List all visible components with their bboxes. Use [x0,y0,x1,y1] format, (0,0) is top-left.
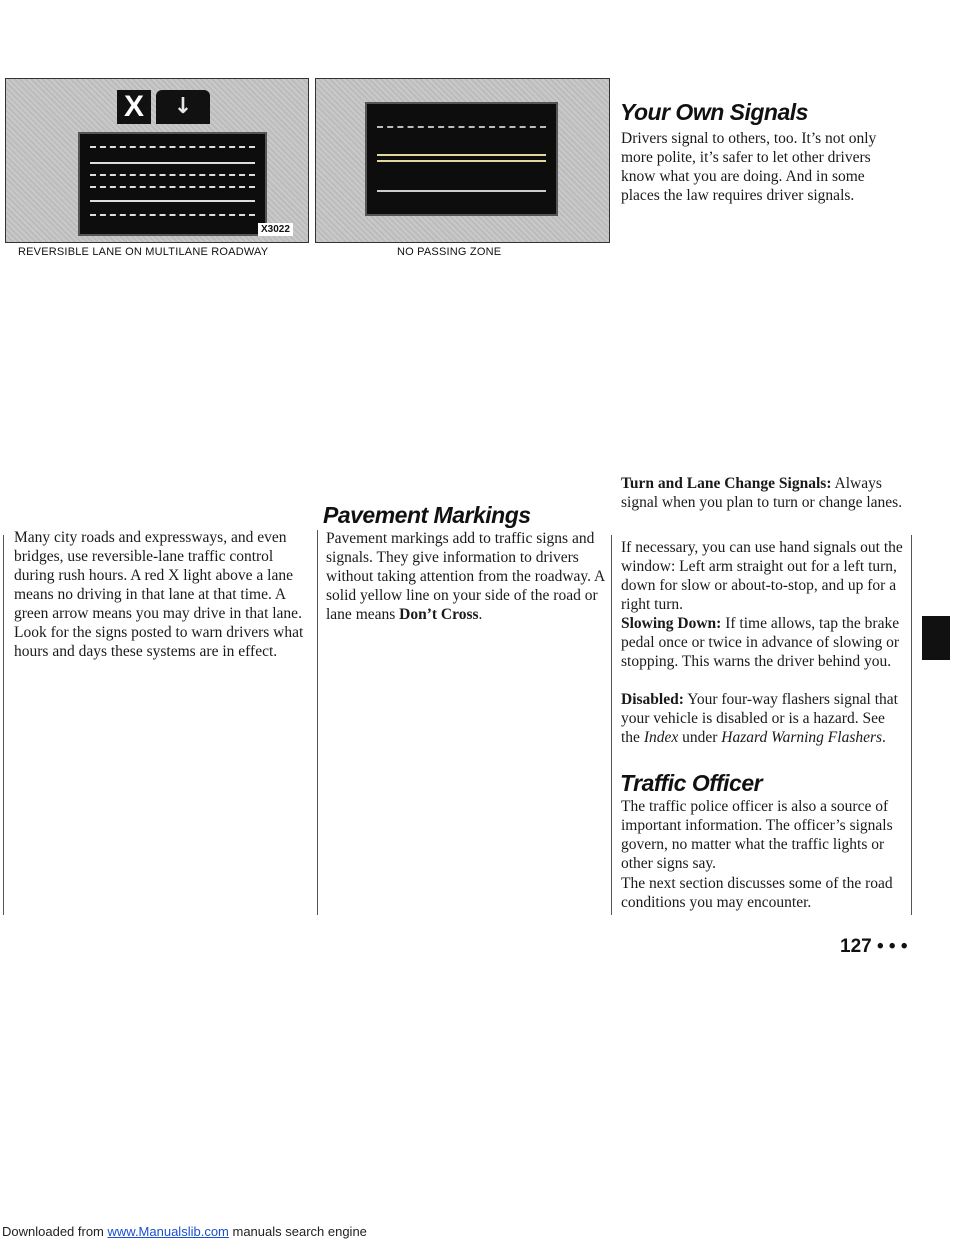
manualslib-link[interactable]: www.Manualslib.com [107,1224,229,1239]
no-passing-caption: NO PASSING ZONE [397,246,502,258]
x-icon: X [123,90,144,123]
reversible-lane-caption: REVERSIBLE LANE ON MULTILANE ROADWAY [18,246,269,258]
section-tab-marker [922,616,950,660]
no-passing-road-illustration [365,102,558,216]
pavement-markings-heading: Pavement Markings [323,502,531,528]
column-rule [317,530,318,915]
signals-intro-paragraph: Drivers signal to others, too. It’s not only more polite, it’s safer to let other drivers know what you are doing. And in some places the law requires driver signals. [621,130,877,204]
download-footer: Downloaded from www.Manualslib.com manuals search engine [2,1224,367,1239]
multilane-roadway-illustration [78,132,267,236]
hand-signals-paragraph: If necessary, you can use hand signals out the window: Left arm straight out for a left turn, down for slow or about-to-stop, and up for a right turn. [621,539,903,613]
column-rule [611,535,612,915]
column-rule [3,535,4,915]
reversible-lane-paragraph: Many city roads and expressways, and even bridges, use reversible-lane traffic control during rush hours. A red X light above a lane means no driving in that lane at that time. A green arrow means you may drive in that lane. Look for the signs posted to warn drivers what hours and days these systems are in effect. [14,529,304,660]
arrow-down-icon: ↓ [173,94,193,119]
your-own-signals-heading: Your Own Signals [620,99,808,125]
column-rule [911,535,912,915]
pavement-markings-paragraph: Pavement markings add to traffic signs and signals. They give information to drivers without taking attention from the roadway. A solid yellow line on your side of the road or lane means Don’t Cross. [326,530,605,623]
figure-code: X3022 [258,223,293,236]
traffic-officer-paragraph: The traffic police officer is also a source of important information. The officer’s signals govern, no matter what the traffic lights or other signs say. [621,798,893,872]
slowing-down-paragraph: Slowing Down: If time allows, tap the brake pedal once or twice in advance of slowing or stopping. This warns the driver behind you. [621,615,900,670]
red-x-signal [117,90,151,124]
page-number: 127 • • • [840,936,908,957]
disabled-paragraph: Disabled: Your four-way flashers signal that your vehicle is disabled or is a hazard. See the Index under Hazard Warning Flashers. [621,691,898,746]
traffic-officer-heading: Traffic Officer [620,770,763,796]
turn-lane-change-paragraph: Turn and Lane Change Signals: Always signal when you plan to turn or change lanes. [621,475,903,511]
next-section-paragraph: The next section discusses some of the road conditions you may encounter. [621,875,893,911]
green-arrow-signal [156,90,210,124]
